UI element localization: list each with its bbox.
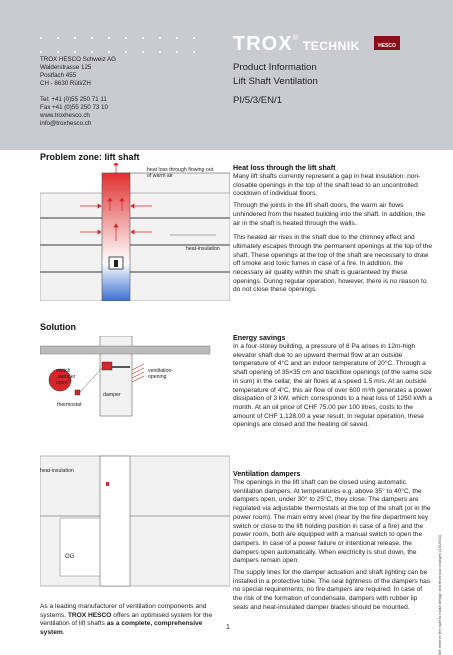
email-link[interactable]: info@troxhesco.ch	[40, 120, 92, 127]
intro-dot: .	[62, 629, 65, 637]
energy-savings-title: Energy savings	[233, 334, 286, 342]
solution-heading: Solution	[40, 322, 76, 332]
vent-opening-label: ventilation-opening	[148, 368, 174, 381]
problem-diagram	[40, 163, 230, 301]
document-code: PI/5/3/EN/1	[233, 95, 283, 106]
energy-paragraph: In a four-storey building, a pressure of 8 Pa arises in 12m-high elevator shaft due to an upward thermal flow at an outside temperature of 4°C and an indoor temperature of 20°C. Through a shaft opening of 35×35 cm and backflow openings (of the same size in sum) in the cellar, the air flows at a speed 1.5 m/s. At an outside temperature of 4°C, this air flow of over 600 m³/h generates a power dissipation of 3 kW, which corresponds to a heat loss of 1250 kWh a month. At an oil price of CHF 75.00 per 100 litres, costs to the amount of CHF 1,128.00 a year result. In regular operation, these openings are closed and the heating oil saved.	[233, 343, 433, 429]
header-dot	[74, 51, 76, 53]
header-dot	[142, 51, 144, 53]
brand-name: TROX HESCO	[67, 611, 112, 619]
header-dot	[108, 37, 110, 39]
intro-paragraph	[40, 603, 228, 638]
header-dot	[125, 37, 127, 39]
paragraph: Many lift shafts currently represent a gap in heat insulation: non-closable openings in the top of the shaft lead to an uncontrolled cooldown of individual floors.	[233, 173, 421, 198]
dampers-paragraph-1: The openings in the lift shaft can be closed using automatic ventilation dampers. At temperatures e.g. above 35° to 40°C, the dampers open, under 30° to 25°C, they close. The dampers are regulated via adjustable thermostats at the top of the shaft (or in the power room). The main entry level (near by the fire department key switch or close to the lift holding position in case of a fire) and the power room, both are equipped with a manual switch to open the dampers. In case of a power failure or intentional release, the dampers open automatically. When electricity is shut down, the dampers remain open.	[233, 479, 431, 565]
switch-label: switch „damper open"	[56, 368, 76, 387]
damper-box	[102, 362, 112, 370]
energy-text	[233, 334, 433, 433]
product-title	[233, 61, 318, 89]
header-dot-pattern	[40, 37, 210, 57]
intro-mid: offers an optimised system for the ventilation of lift shafts	[40, 611, 213, 628]
company-address	[40, 56, 116, 128]
problem-heading: Problem zone: lift shaft	[40, 152, 140, 162]
header-dot	[193, 37, 195, 39]
header-dot	[40, 51, 42, 53]
header-dot	[159, 51, 161, 53]
address-line: TROX HESCO Schweiz AG	[40, 56, 116, 63]
header-dot	[57, 37, 59, 39]
address-line: CH - 8630 Rüti/ZH	[40, 80, 91, 87]
header-dot	[40, 37, 42, 39]
phone: Tel: +41 (0)55 250 71 11	[40, 96, 107, 103]
product-name: Lift Shaft Ventilation	[233, 76, 318, 87]
trox-logo: TROX® TECHNIK	[233, 33, 360, 55]
header-dot	[74, 37, 76, 39]
header-dot	[193, 51, 195, 53]
logo-trox-text: TROX	[233, 33, 293, 55]
header-dot	[176, 51, 178, 53]
header-dot	[142, 37, 144, 39]
header-dot	[125, 51, 127, 53]
header-dot	[176, 37, 178, 39]
logo-technik-text: TECHNIK	[302, 39, 360, 53]
website-link[interactable]: www.troxhesco.ch	[40, 112, 90, 119]
address-line: Postfach 455	[40, 72, 77, 79]
heat-loss-label: heat loss through flowing out of warm air	[147, 167, 214, 180]
product-info-label: Product Information	[233, 62, 317, 73]
fax: Fax +41 (0)55 250 73 10	[40, 104, 108, 111]
header-dot	[57, 51, 59, 53]
paragraph: Through the joints in the lift shaft doors, the warm air flows unhindered from the heated building into the shaft. In addition, the air in the shaft is heated through the walls.	[233, 202, 426, 227]
damper-label: damper	[103, 392, 121, 398]
header-dot	[91, 37, 93, 39]
intro-emphasis: as a complete, comprehensive system	[40, 620, 203, 637]
heat-loss-title: Heat loss through the lift shaft	[233, 164, 336, 172]
address-line: Walderstrasse 125	[40, 64, 92, 71]
header-dot	[91, 51, 93, 53]
heat-insulation-label: heat-insulation	[40, 468, 74, 474]
paragraph: This heated air rises in the shaft due to the chimney effect and ultimately escapes through the permanent openings at the top of the shaft. These openings at the top of the shaft are necessary to draw off smoke and toxic fumes in case of a fire. In addition, the necessary air quality within the shaft is guaranteed by these openings. During regular operation, however, there is no reason to do not close these openings.	[233, 234, 433, 294]
header-dot	[159, 37, 161, 39]
thermostat-label: thermostat	[57, 402, 82, 408]
page-number: 1	[226, 624, 230, 631]
side-disclaimer: We reserve the right to make design and technical changes (10/2003)	[437, 535, 442, 655]
thermostat-box	[75, 390, 80, 395]
hesco-badge: HESCO	[374, 36, 400, 50]
dampers-text	[233, 470, 433, 616]
heat-insulation-label: heat-insulation	[186, 246, 220, 252]
dampers-paragraph-2: The supply lines for the damper actuation and shaft lighting can be installed in a protective tube. The seal tightness of the dampers has no special requirements; no fire dampers are required. In case of the risk of the formation of condensate, dampers with rubber lip seals and heat-insulated damper blades should be mounted.	[233, 569, 431, 611]
problem-text	[233, 164, 433, 298]
header-dot	[108, 51, 110, 53]
intro-text: As a leading manufacturer of ventilation components and systems,	[40, 603, 207, 619]
ventilation-dampers-title: Ventilation dampers	[233, 470, 301, 478]
og-label: OG	[65, 554, 75, 560]
building-floors	[40, 173, 230, 301]
